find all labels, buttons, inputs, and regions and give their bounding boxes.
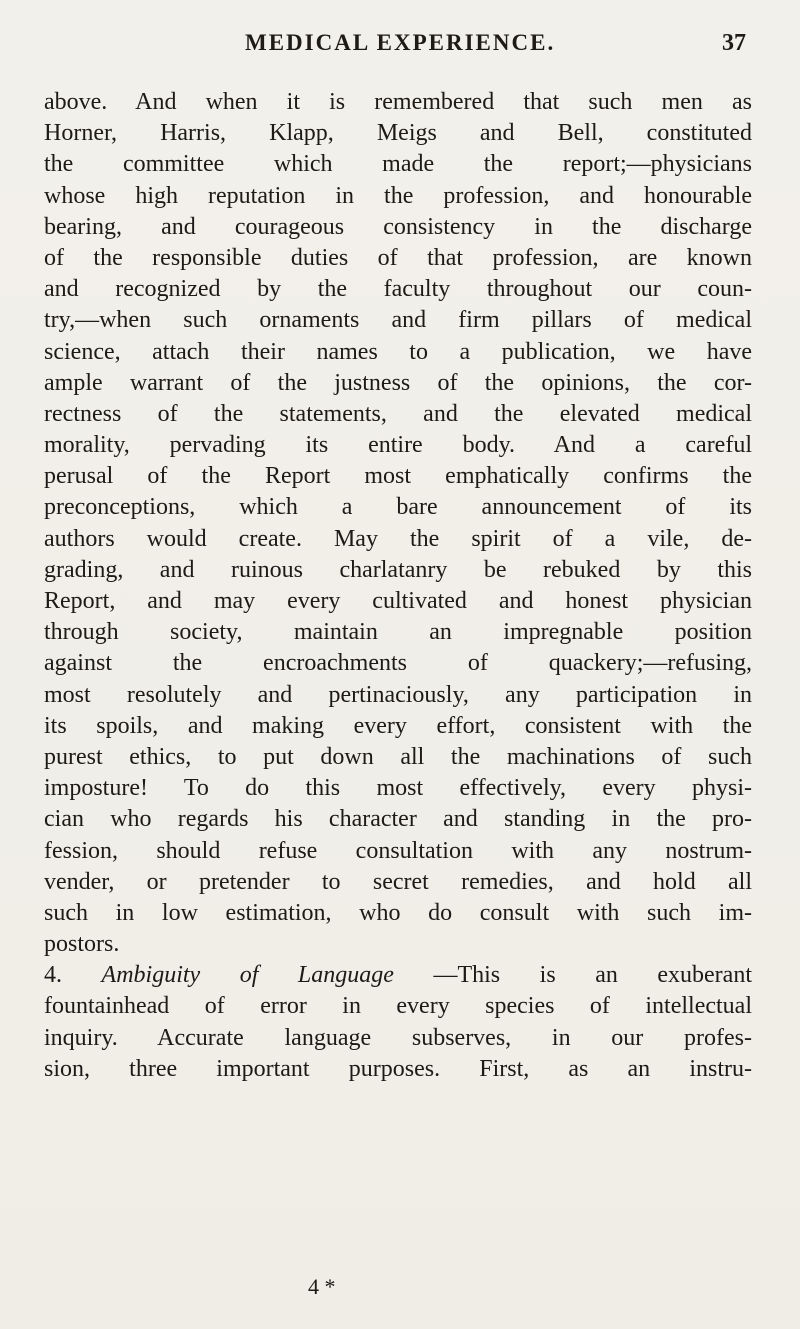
- text-line: most resolutely and pertinaciously, any participation in: [44, 681, 752, 708]
- text-line: Report, and may every cultivated and honest physician: [44, 588, 752, 614]
- text-line: against the encroachments of quackery;—refusing,: [44, 650, 752, 677]
- text-line: morality, pervading its entire body. And a careful: [44, 432, 752, 459]
- text-line: fountainhead of error in every species of intellectual: [44, 993, 752, 1020]
- text-line: sion, three important purposes. First, as an instru-: [44, 1055, 752, 1082]
- text-line: cian who regards his character and standing in the pro-: [44, 806, 752, 833]
- section-title: Ambiguity of Language: [101, 962, 394, 989]
- text-line: purest ethics, to put down all the machinations of such: [44, 743, 752, 770]
- signature-mark: 4 *: [308, 1274, 336, 1299]
- text-line: vender, or pretender to secret remedies, and hold all: [44, 868, 752, 895]
- text-line: bearing, and courageous consistency in the discharge: [44, 213, 752, 240]
- section-lead-text: —This is an exuberant: [393, 962, 752, 989]
- text-line: the committee which made the report;—physicians: [44, 151, 752, 178]
- text-line: its spoils, and making every effort, consistent with the: [44, 712, 752, 739]
- text-line: perusal of the Report most emphatically confirms the: [44, 463, 752, 490]
- text-line: and recognized by the faculty throughout our coun-: [44, 276, 752, 303]
- text-line: whose high reputation in the profession, and honourable: [44, 182, 752, 209]
- running-head: [0, 30, 800, 64]
- text-line: grading, and ruinous charlatanry be rebuked by this: [44, 556, 752, 583]
- section-heading-line: [44, 960, 752, 991]
- running-head-title: MEDICAL EXPERIENCE.: [245, 30, 556, 55]
- text-line: above. And when it is remembered that such men as: [44, 89, 752, 115]
- text-line: ample warrant of the justness of the opinions, the cor-: [44, 369, 752, 396]
- text-line: preconceptions, which a bare announcement of its: [44, 494, 752, 521]
- text-line: inquiry. Accurate language subserves, in our profes-: [44, 1024, 752, 1051]
- text-line: fession, should refuse consultation with any nostrum-: [44, 837, 752, 864]
- text-line: such in low estimation, who do consult with such im-: [44, 899, 752, 926]
- text-line: authors would create. May the spirit of a vile, de-: [44, 525, 752, 552]
- text-line: through society, maintain an impregnable position: [44, 619, 752, 646]
- text-line: of the responsible duties of that profession, are known: [44, 244, 752, 271]
- text-line: Horner, Harris, Klapp, Meigs and Bell, constituted: [44, 120, 752, 147]
- text-line: imposture! To do this most effectively, every physi-: [44, 775, 752, 802]
- text-line: postors.: [44, 931, 120, 958]
- page-number: 37: [722, 30, 746, 56]
- body-text: [44, 87, 752, 1085]
- text-line: rectness of the statements, and the elevated medical: [44, 400, 752, 427]
- section-number: 4.: [44, 962, 62, 989]
- text-line: try,—when such ornaments and firm pillars of medical: [44, 307, 752, 334]
- text-line: science, attach their names to a publication, we have: [44, 338, 752, 365]
